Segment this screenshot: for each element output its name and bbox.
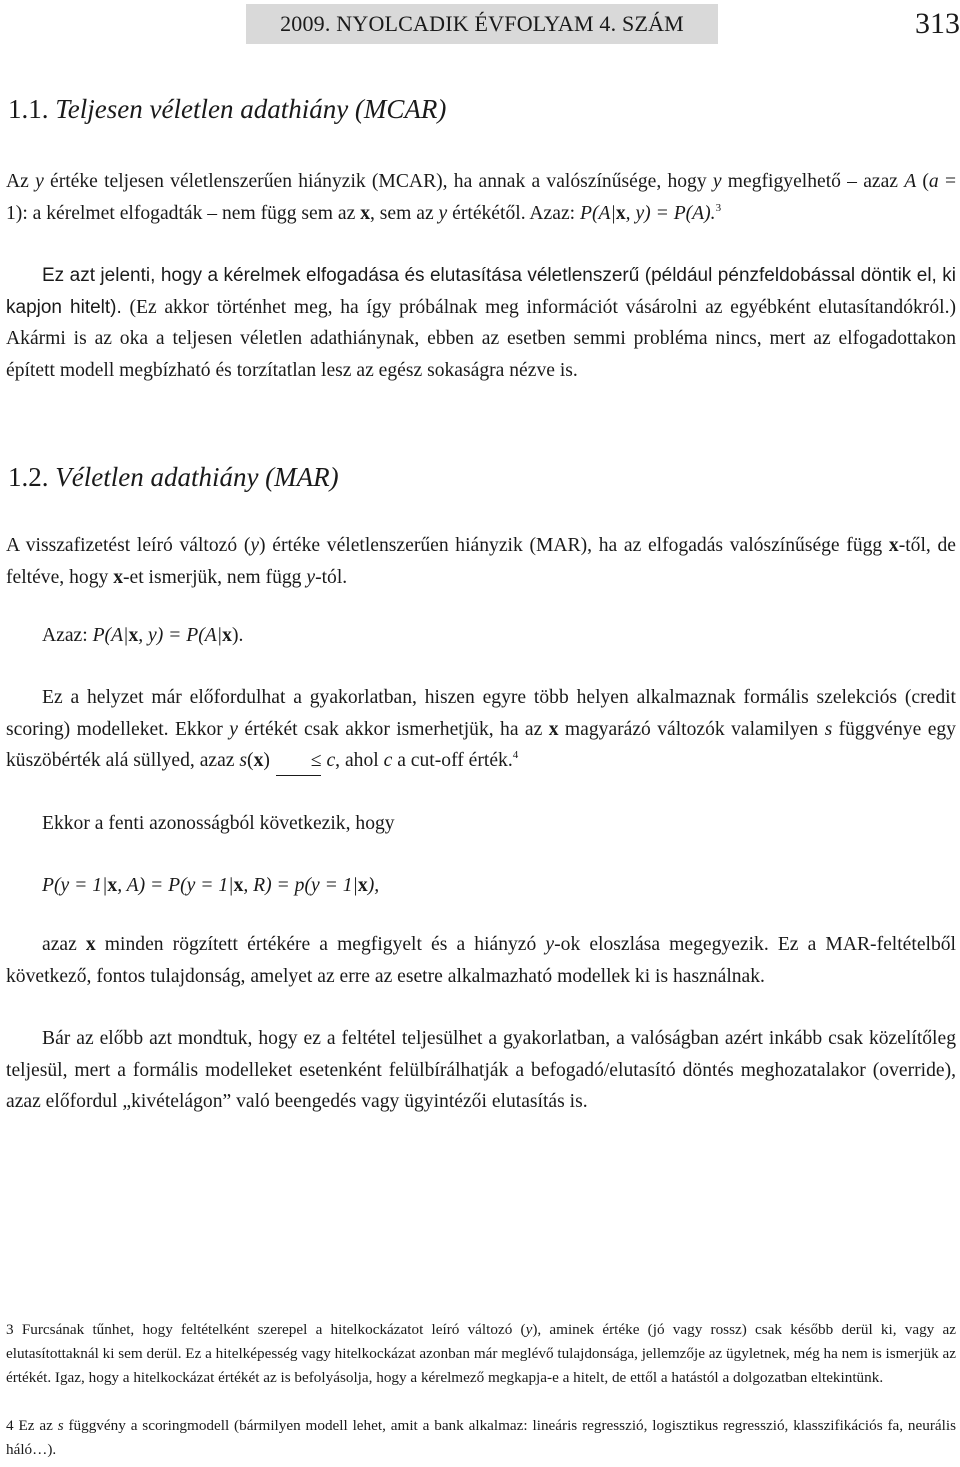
paragraph-consequence: Ekkor a fenti azonosságból következik, hogy	[42, 813, 395, 834]
formula-part: , R) = p(y = 1|	[243, 875, 358, 896]
paragraph-mar-definition	[6, 530, 956, 593]
text: -et ismerjük, nem függ	[122, 566, 307, 588]
text: A visszafizetést leíró változó (	[6, 535, 251, 556]
text: Az	[6, 171, 36, 192]
text: )	[263, 750, 275, 771]
var-y: y	[525, 1321, 533, 1338]
var-x: x	[360, 202, 370, 224]
footnote-ref-4[interactable]: 4	[512, 749, 519, 761]
equation-label: Azaz:	[42, 625, 93, 646]
text: = 1): a kérelmet elfogadták – nem függ sem az	[6, 171, 956, 224]
var-x: x	[113, 566, 123, 588]
text: minden rögzített értékére a megfigyelt és a hiányzó	[95, 934, 546, 955]
section-title: Teljesen véletlen adathiány (MCAR)	[55, 94, 447, 124]
text: azaz	[42, 934, 86, 955]
paragraph-override: Bár az előbb azt mondtuk, hogy ez a feltétel teljesülhet a gyakorlatban, a valóságban azért inkább csak közelítőleg teljesül, mert a formális modelleket esetenként felülbírálhatják a befogadó/elutasító döntés meghozatalakor (override), azaz előfordul „kivételágon” való beengedés vagy ügyintézői elutasítás is.	[6, 1028, 956, 1112]
page-number: 313	[915, 7, 960, 40]
var-s: s	[239, 750, 248, 771]
paragraph-distribution	[6, 929, 956, 992]
text: a cut-off érték.	[392, 750, 513, 771]
text: Ez a helyzet már előfordulhat a gyakorlatban, hiszen egyre több helyen alkalmaznak formális szelekciós (credit scoring) modelleket. Ekkor	[6, 687, 956, 740]
text: értéke teljesen véletlenszerűen hiányzik (MCAR), ha annak a valószínűsége, hogy	[43, 171, 713, 192]
var-x: x	[222, 625, 232, 646]
var-y: y	[712, 171, 722, 192]
running-header	[246, 4, 718, 44]
text: (Ez akkor történhet meg, ha így próbálnak meg információt vásárolni az egyébként elutasítandókról.) Akármi is az oka a teljesen véletlen adathiánynak, ebben az esetben semmi probléma nincs, mert az elfogadottakon épített modell megbízható és torzítatlan lesz az egész sokaságra nézve is.	[6, 296, 956, 381]
var-x: x	[888, 535, 899, 556]
text: magyarázó változók valamilyen	[558, 718, 825, 740]
var-y: y	[438, 202, 448, 224]
var-y: y	[35, 171, 44, 192]
var-a-upper: A	[904, 171, 917, 192]
text: -ok eloszlása megegyezik. Ez a MAR-feltételből következő, fontos tulajdonság, amelyet az erre az esetre alkalmazható modellek ki is használnak.	[6, 934, 957, 987]
formula-part: P(A|	[92, 625, 129, 646]
footnote-mark: 4	[6, 1417, 14, 1434]
var-x: x	[107, 875, 118, 896]
var-y: y	[545, 934, 555, 955]
text: függvénye egy küszöbérték alá süllyed, azaz	[6, 718, 956, 771]
var-x: x	[128, 625, 139, 646]
section-number: 1.1.	[8, 94, 49, 124]
formula-part: ),	[367, 875, 380, 896]
text: (	[247, 750, 254, 771]
formula-part: , y) = P(A).	[625, 202, 716, 224]
paragraph-mcar-definition	[6, 166, 956, 229]
var-c: c	[326, 750, 336, 771]
equation-mar	[42, 620, 243, 651]
formula-part: P(A|	[580, 202, 616, 224]
text: -tól.	[315, 566, 348, 588]
footnote-ref-3[interactable]: 3	[715, 201, 722, 214]
var-y: y	[229, 718, 238, 740]
paragraph-mar-scoring	[6, 682, 956, 777]
var-x: x	[357, 875, 368, 896]
var-x: x	[548, 718, 559, 740]
text: Ez az	[13, 1417, 58, 1434]
journal-issue-title: 2009. NYOLCADIK ÉVFOLYAM 4. SZÁM	[280, 11, 684, 36]
text: ) értéke véletlenszerűen hiányzik (MAR), ha az elfogadás valószínűsége függ	[259, 535, 889, 556]
equation-conditional	[42, 870, 379, 901]
text: Furcsának tűnhet, hogy feltételként szerepel a hitelkockázatot leíró változó (	[13, 1321, 526, 1338]
footnote-3	[6, 1318, 956, 1389]
section-title: Véletlen adathiány (MAR)	[55, 462, 339, 492]
text: , ahol	[335, 750, 384, 771]
formula-part: , y) = P(A|	[138, 625, 223, 646]
var-y: y	[306, 566, 316, 588]
var-s: s	[824, 718, 833, 740]
text: ), aminek értéke (jó vagy rossz) csak később derül ki, vagy az elutasítottaknál ki sem derül. Ez a hitelképesség vagy hitelkockázat azonban már meglévő tulajdonsága, jellemzője az ügyletnek, még ha nem is ismerjük az értékét. Igaz, hogy a hitelkockázat értékét az is befolyásolja, hogy a kérelmező megkapja-e a hitelt, de ettől a hatástól a dolgozatban eltekintünk.	[6, 1321, 956, 1386]
var-x: x	[253, 750, 264, 771]
text: , sem az	[369, 202, 439, 224]
footnote-mark: 3	[6, 1321, 14, 1338]
var-x: x	[615, 202, 626, 224]
var-y: y	[250, 535, 260, 556]
formula-part: ).	[231, 625, 244, 646]
text: értékét csak akkor ismerhetjük, ha az	[237, 718, 549, 740]
var-x: x	[233, 875, 244, 896]
text: (	[916, 171, 929, 192]
var-x: x	[85, 934, 96, 955]
formula-part: P(y = 1|	[42, 875, 108, 896]
section-heading-mar	[8, 462, 339, 493]
text: -től, de feltéve, hogy	[6, 535, 956, 588]
text: függvény a scoringmodell (bármilyen modell lehet, amit a bank alkalmaz: lineáris regresszió, logisztikus regresszió, klasszifikációs fa, neurális háló…).	[6, 1417, 956, 1458]
less-or-equal-symbol: ≤	[275, 745, 322, 777]
var-a: a	[928, 171, 939, 192]
var-c: c	[383, 750, 393, 771]
footnote-4	[6, 1414, 956, 1462]
section-heading-mcar	[8, 94, 446, 125]
formula-part: , A) = P(y = 1|	[117, 875, 234, 896]
paragraph-mcar-explanation	[6, 260, 956, 386]
var-s: s	[57, 1417, 64, 1434]
text: értékétől. Azaz:	[447, 202, 580, 224]
text: megfigyelhető – azaz	[721, 171, 905, 192]
section-number: 1.2.	[8, 462, 49, 492]
text: Ez azt jelenti, hogy a kérelmek elfogadása és elutasítása véletlenszerű (például pénzfeldobással döntik el, ki kapjon hitelt).	[6, 265, 956, 318]
